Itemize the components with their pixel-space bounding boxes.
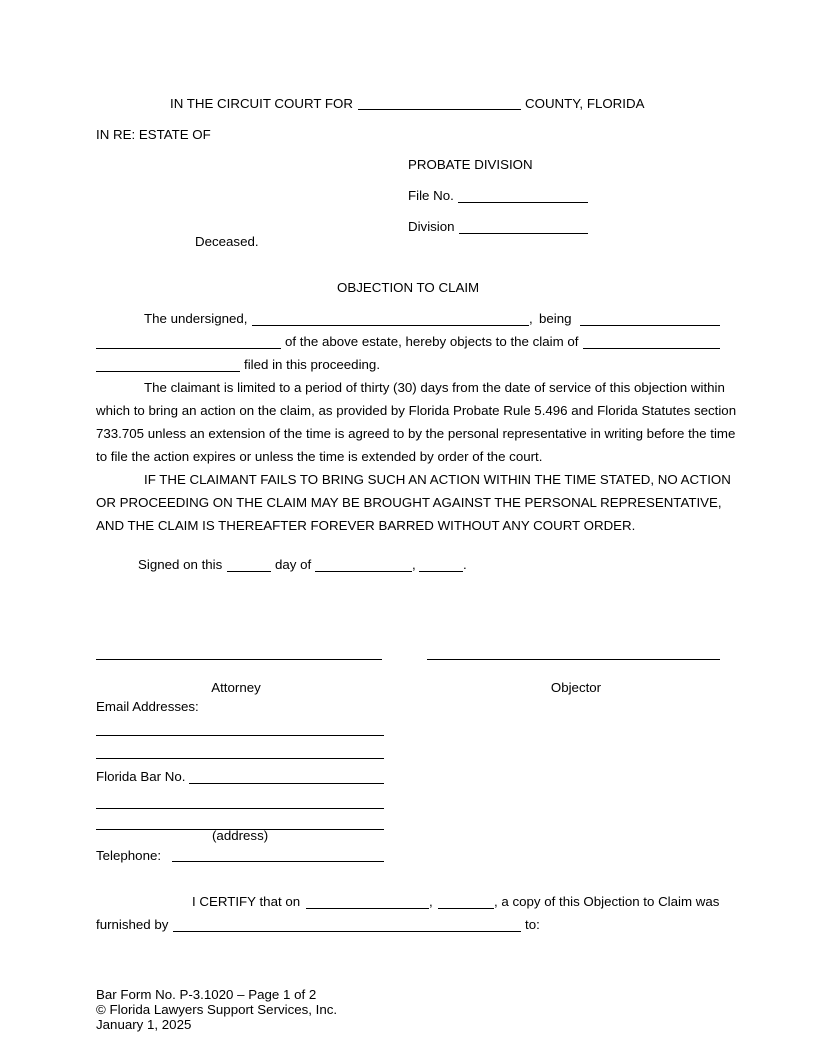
- signed-period: .: [463, 557, 467, 572]
- capacity-blank-2[interactable]: [96, 348, 281, 349]
- claimant-blank-1[interactable]: [583, 348, 720, 349]
- furnished-by-blank[interactable]: [173, 931, 521, 932]
- signed-month-blank[interactable]: [315, 571, 412, 572]
- p2-line-1: The claimant is limited to a period of thirty (30) days from the date of service of this objection within: [144, 380, 725, 395]
- division-blank[interactable]: [459, 233, 588, 234]
- certify-year-blank[interactable]: [438, 908, 494, 909]
- in-re-label: IN RE: ESTATE OF: [96, 127, 211, 142]
- file-no-blank[interactable]: [458, 202, 588, 203]
- county-blank[interactable]: [358, 109, 521, 110]
- telephone-blank[interactable]: [172, 861, 384, 862]
- telephone-label: Telephone:: [96, 848, 162, 863]
- footer-form-no: Bar Form No. P-3.1020 – Page 1 of 2: [96, 987, 317, 1002]
- certify-comma: ,: [429, 894, 433, 909]
- bar-no-blank[interactable]: [189, 783, 384, 784]
- furnished-by-label: furnished by: [96, 917, 169, 932]
- file-no-label: File No.: [408, 188, 454, 203]
- attorney-signature-line[interactable]: [96, 659, 382, 660]
- claimant-blank-2[interactable]: [96, 371, 240, 372]
- p1-start: The undersigned,: [144, 311, 248, 326]
- capacity-blank-1[interactable]: [580, 325, 720, 326]
- objector-label: Objector: [550, 680, 602, 695]
- certify-prefix: I CERTIFY that on: [192, 894, 301, 909]
- signed-comma: ,: [412, 557, 416, 572]
- furnished-to-label: to:: [525, 917, 540, 932]
- p3-line-3: AND THE CLAIM IS THEREAFTER FOREVER BARRED WITHOUT ANY COURT ORDER.: [96, 518, 636, 533]
- p1-mid: of the above estate, hereby objects to the claim of: [285, 334, 579, 349]
- undersigned-name-blank[interactable]: [252, 325, 529, 326]
- court-prefix: IN THE CIRCUIT COURT FOR: [170, 96, 353, 111]
- deceased-label: Deceased.: [195, 234, 259, 249]
- objector-signature-line[interactable]: [427, 659, 720, 660]
- email-line-1[interactable]: [96, 735, 384, 736]
- certify-date-blank[interactable]: [306, 908, 429, 909]
- bar-no-label: Florida Bar No.: [96, 769, 186, 784]
- p2-line-4: to file the action expires or unless the time is extended by order of the court.: [96, 449, 543, 464]
- certify-suffix: , a copy of this Objection to Claim was: [494, 894, 720, 909]
- signed-year-blank[interactable]: [419, 571, 463, 572]
- attorney-label: Attorney: [211, 680, 261, 695]
- signed-day-of: day of: [275, 557, 312, 572]
- court-suffix: COUNTY, FLORIDA: [525, 96, 645, 111]
- email-line-2[interactable]: [96, 758, 384, 759]
- signed-prefix: Signed on this: [138, 557, 223, 572]
- p2-line-3: 733.705 unless an extension of the time is agreed to by the personal representative in writing before the time: [96, 426, 736, 441]
- p2-line-2: which to bring an action on the claim, as provided by Florida Probate Rule 5.496 and Florida Statutes section: [96, 403, 737, 418]
- p3-line-2: OR PROCEEDING ON THE CLAIM MAY BE BROUGHT AGAINST THE PERSONAL REPRESENTATIVE,: [96, 495, 722, 510]
- address-line-1[interactable]: [96, 808, 384, 809]
- footer-date: January 1, 2025: [96, 1017, 192, 1032]
- probate-division: PROBATE DIVISION: [408, 157, 533, 172]
- document-title: OBJECTION TO CLAIM: [337, 280, 480, 295]
- division-label: Division: [408, 219, 455, 234]
- footer-copyright: © Florida Lawyers Support Services, Inc.: [96, 1002, 338, 1017]
- email-label: Email Addresses:: [96, 699, 199, 714]
- p1-comma: ,: [529, 311, 533, 326]
- p3-line-1: IF THE CLAIMANT FAILS TO BRING SUCH AN ACTION WITHIN THE TIME STATED, NO ACTION: [144, 472, 731, 487]
- p1-end: filed in this proceeding.: [244, 357, 381, 372]
- p1-being: being: [539, 311, 572, 326]
- signed-day-blank[interactable]: [227, 571, 271, 572]
- address-label: (address): [212, 828, 269, 843]
